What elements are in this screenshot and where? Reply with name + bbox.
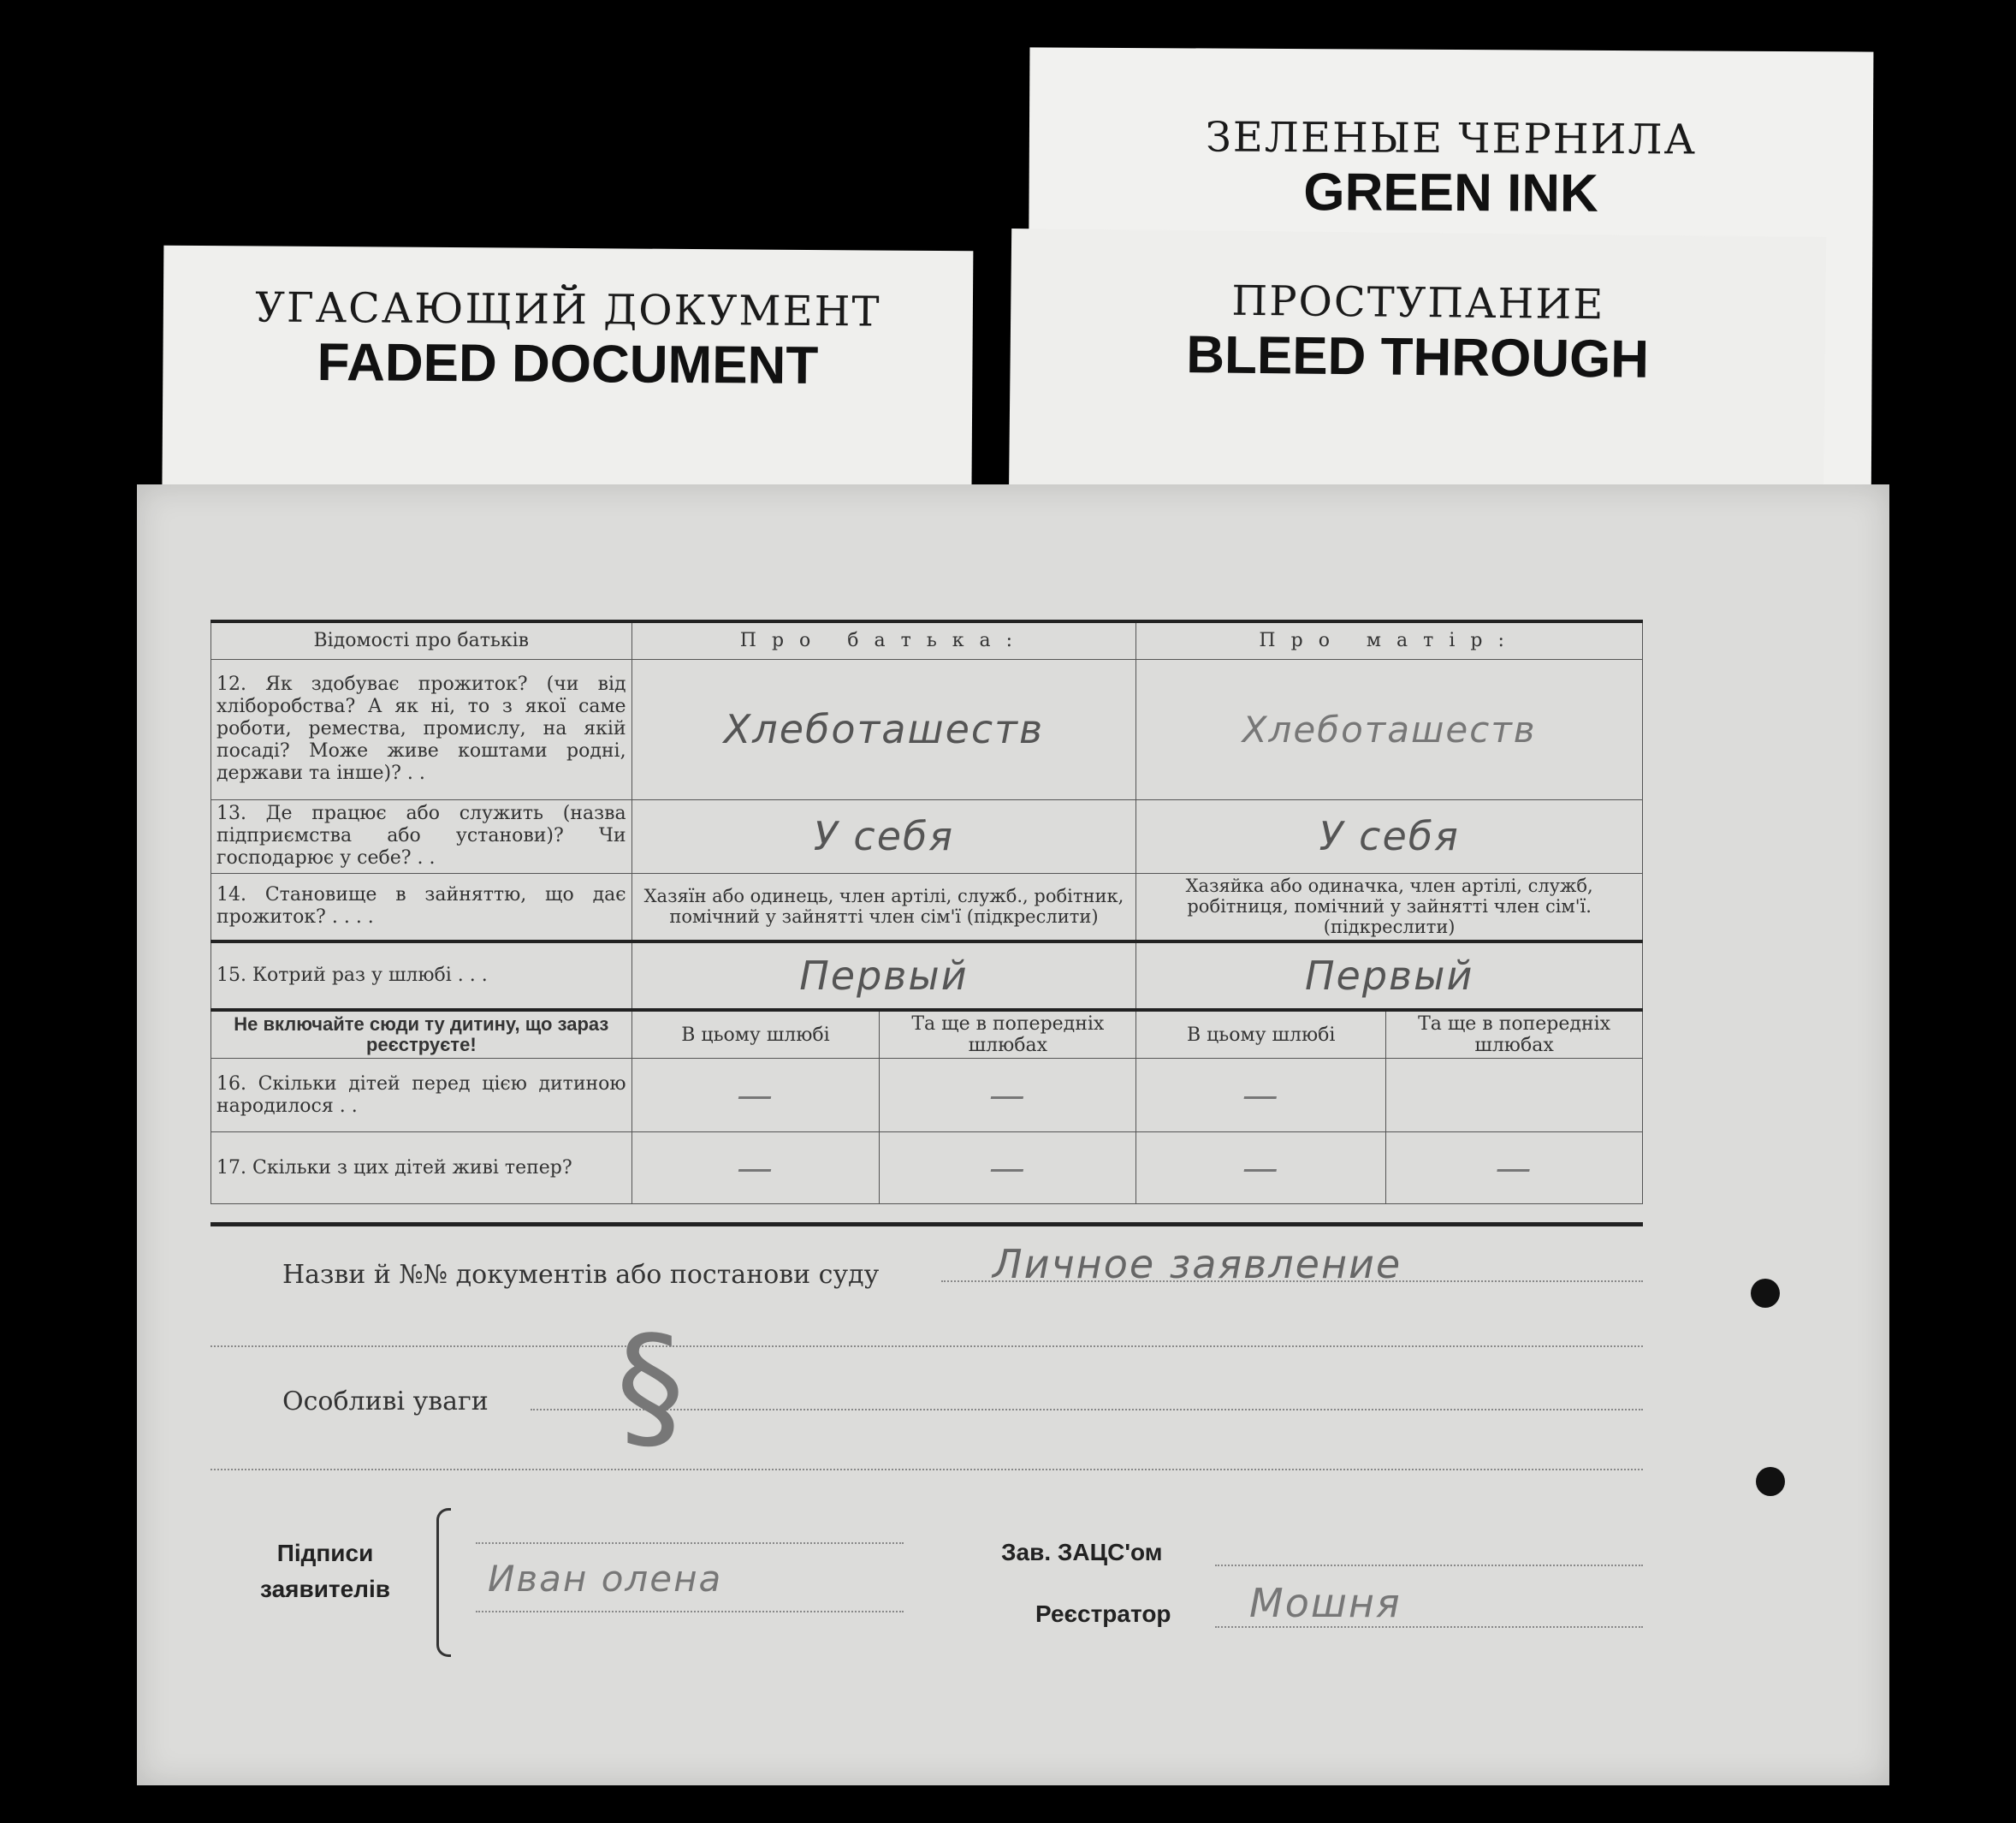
mother-previous-header: Та ще в попередніх шлюбах [1386,1010,1643,1059]
row-16-father-marriage: — [631,1059,880,1132]
row-15-mother-value: Первый [1136,941,1643,1010]
row-17-mother-marriage: — [1136,1132,1386,1204]
green-ink-label-ru: ЗЕЛЕНЫЕ ЧЕРНИЛА [1205,113,1698,164]
applicants-dotline-1 [476,1542,904,1544]
row-13-label: 13. Де працює або служить (назва підприємства або установи)? Чи господарює у себе? . . [211,799,632,873]
parents-info-table [210,620,1643,1204]
header-parents-info: Відомості про батьків [211,621,632,659]
row-15-marriage-count [211,941,1643,1010]
row-12-mother-value: Хлеботашеств [1136,659,1643,799]
header-father: Про батька: [631,621,1136,659]
row-13-workplace [211,799,1643,873]
row-17-mother-previous: — [1386,1132,1643,1204]
row-14-occupation-status [211,873,1643,941]
registry-form-page [137,484,1889,1785]
table-bottom-rule [210,1222,1643,1226]
notes-label: Особливі уваги [282,1387,489,1416]
row-16-father-previous: — [880,1059,1136,1132]
faded-document-label-en: FADED DOCUMENT [317,332,819,396]
mother-in-marriage-header: В цьому шлюбі [1136,1010,1386,1059]
row-16-children-born [211,1059,1643,1132]
row-17-father-previous: — [880,1132,1136,1204]
children-subheader-row [211,1010,1643,1059]
applicants-label: Підписи заявителів [260,1540,390,1602]
row-17-children-alive [211,1132,1643,1204]
green-ink-label-en: GREEN INK [1303,163,1599,223]
faded-document-label-ru: УГАСАЮЩИЙ ДОКУМЕНТ [255,283,881,336]
header-mother: Про матір: [1136,621,1643,659]
row-14-father-options: Хазяїн або одинець, член артілі, служб., робітник, помічний у зайнятті член сім'ї (підкреслити) [631,873,1136,941]
notes-dotline [531,1409,1643,1410]
punch-hole [1756,1467,1785,1496]
zags-head-label: Зав. ЗАЦС'ом [1001,1539,1163,1565]
documents-label: Назви й №№ документів або постанови суду [282,1260,880,1290]
father-in-marriage-header: В цьому шлюбі [631,1010,880,1059]
punch-hole [1751,1279,1780,1308]
registrar-dotline [1215,1626,1643,1628]
row-16-mother-previous [1386,1059,1643,1132]
row-14-label: 14. Становище в зайняттю, що дає прожиток? . . . . [211,873,632,941]
row-13-father-value: У себя [631,799,1136,873]
zags-head-dotline [1215,1565,1643,1566]
documents-value: Личное заявление [993,1241,1402,1287]
row-12-father-value: Хлеботашеств [631,659,1136,799]
row-17-label: 17. Скільки з цих дітей живі тепер? [211,1132,632,1204]
row-16-mother-marriage: — [1136,1059,1386,1132]
father-previous-header: Та ще в попередніх шлюбах [880,1010,1136,1059]
bleed-through-label-ru: ПРОСТУПАНИЕ [1231,276,1605,330]
row-17-father-marriage: — [631,1132,880,1204]
row-15-label: 15. Котрий раз у шлюбі . . . [211,941,632,1010]
row-13-mother-value: У себя [1136,799,1643,873]
row-15-father-value: Первый [631,941,1136,1010]
applicants-signature: Иван олена [488,1558,723,1600]
applicants-brace [436,1508,451,1657]
bleed-through-label-en: BLEED THROUGH [1185,325,1650,389]
table-header-row [211,621,1643,659]
notes-strike-mark-icon: § [616,1306,685,1466]
applicants-dotline-2 [476,1611,904,1612]
row-16-label: 16. Скільки дітей перед цією дитиною народилося . . [211,1059,632,1132]
row-14-mother-options: Хазяйка або одиначка, член артілі, служб, робітниця, помічний у зайнятті член сім'ї. (підкреслити) [1136,873,1643,941]
notes-dotline-2 [210,1469,1643,1470]
documents-dotline-2 [210,1345,1643,1347]
registrar-signature: Мошня [1249,1580,1402,1626]
row-12-label: 12. Як здобуває прожиток? (чи від хліборобства? А як ні, то з якої саме роботи, ремества, промислу, на якій посаді? Може живе коштами родні, держави та інше)? . . [211,659,632,799]
row-12-livelihood [211,659,1643,799]
children-note: Не включайте сюди ту дитину, що зараз реєструєте! [211,1010,632,1059]
registrar-label: Реєстратор [1035,1600,1171,1627]
